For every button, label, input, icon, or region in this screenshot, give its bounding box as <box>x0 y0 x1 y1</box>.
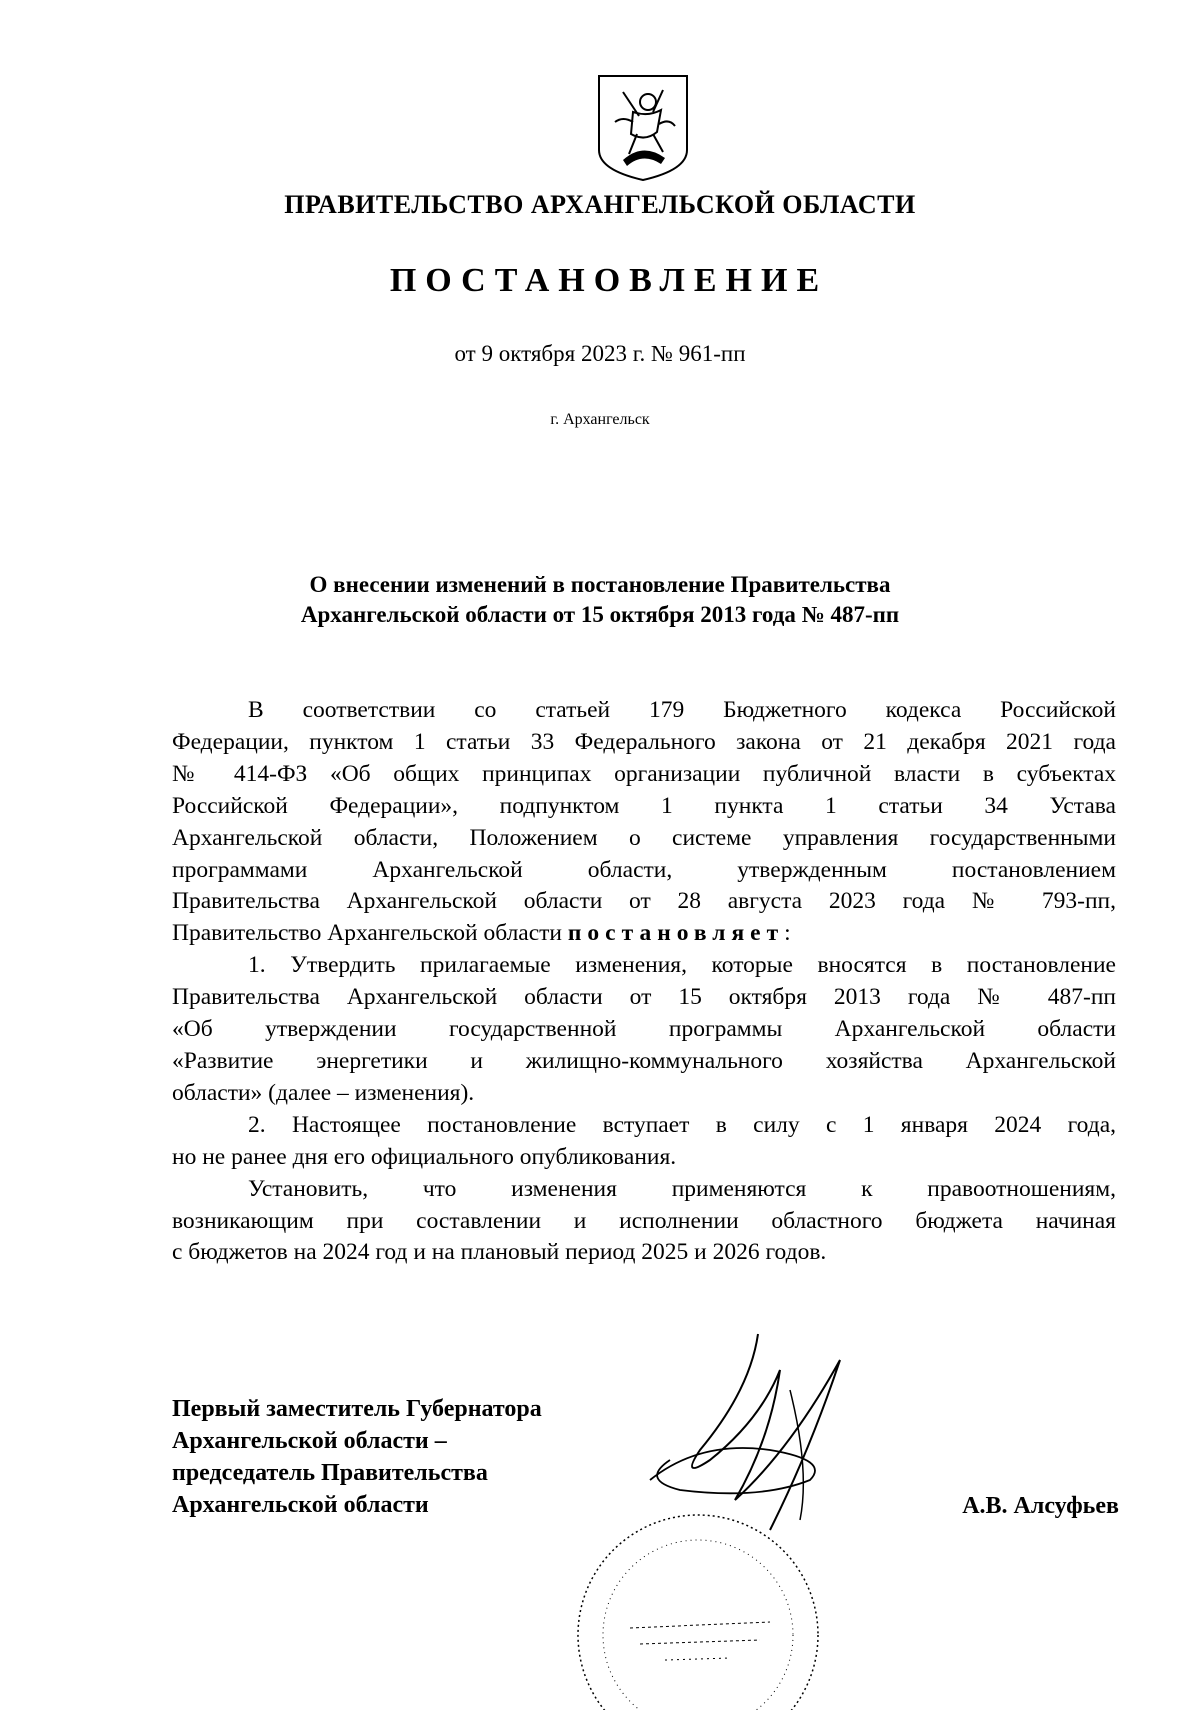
body-line: Установить, что изменения применяются к правоотношениям, <box>248 1175 1116 1202</box>
body-line: программами Архангельской области, утвержденным постановлением <box>172 856 1116 883</box>
body-line: возникающим при составлении и исполнении областного бюджета начиная <box>172 1207 1116 1234</box>
paragraph-item-2 <box>172 1110 1116 1174</box>
handwritten-signature <box>640 1330 860 1540</box>
signer-name: А.В. Алсуфьев <box>962 1493 1119 1519</box>
signer-title-line: Первый заместитель Губернатора <box>172 1396 542 1422</box>
signer-title <box>172 1393 542 1521</box>
body-line: Архангельской области, Положением о системе управления государственными <box>172 824 1116 851</box>
body-line: Федерации, пунктом 1 статьи 33 Федерального закона от 21 декабря 2021 года <box>172 728 1116 755</box>
body-line: Российской Федерации», подпунктом 1 пункта 1 статьи 34 Устава <box>172 792 1116 819</box>
body-line: с бюджетов на 2024 год и на плановый период 2025 и 2026 годов. <box>172 1239 827 1266</box>
subject-line: Архангельской области от 15 октября 2013 года № 487-пп <box>300 602 900 627</box>
body-line: 1. Утвердить прилагаемые изменения, которые вносятся в постановление <box>248 952 1116 979</box>
colon: : <box>784 920 791 947</box>
document-type: ПОСТАНОВЛЕНИЕ <box>389 262 829 299</box>
body-line: Правительства Архангельской области от 15 октября 2013 года № 487-пп <box>172 984 1116 1011</box>
body-line: Правительства Архангельской области от 28 августа 2023 года № 793-пп, <box>172 888 1116 915</box>
document-city: г. Архангельск <box>550 411 650 428</box>
paragraph-basis <box>172 695 1116 950</box>
body-line: В соответствии со статьей 179 Бюджетного кодекса Российской <box>248 697 1116 723</box>
decree-word: постановляет <box>567 920 785 947</box>
coat-of-arms-emblem <box>593 72 693 184</box>
body-line-text: Правительство Архангельской области <box>172 920 568 947</box>
government-name: ПРАВИТЕЛЬСТВО АРХАНГЕЛЬСКОЙ ОБЛАСТИ <box>284 190 916 219</box>
body-line: № 414-ФЗ «Об общих принципах организации публичной власти в субъектах <box>172 760 1116 787</box>
document-body <box>172 695 1116 1269</box>
body-line <box>172 918 1116 950</box>
body-line: области» (далее – изменения). <box>172 1079 475 1106</box>
paragraph-item-1 <box>172 950 1116 1110</box>
paragraph-application <box>172 1174 1116 1270</box>
body-line: но не ранее дня его официального опубликования. <box>172 1143 677 1170</box>
signer-title-line: Архангельской области <box>172 1492 429 1518</box>
official-seal-stamp <box>570 1510 830 1710</box>
body-line: 2. Настоящее постановление вступает в силу с 1 января 2024 года, <box>248 1111 1116 1138</box>
subject-line: О внесении изменений в постановление Правительства <box>309 572 891 597</box>
document-date-number: от 9 октября 2023 г. № 961-пп <box>454 341 746 366</box>
body-line: «Развитие энергетики и жилищно-коммунального хозяйства Архангельской <box>172 1047 1116 1074</box>
signer-title-line: председатель Правительства <box>172 1460 488 1486</box>
document-subject <box>0 570 1200 630</box>
body-line: «Об утверждении государственной программы Архангельской области <box>172 1016 1116 1043</box>
signer-title-line: Архангельской области – <box>172 1428 447 1454</box>
